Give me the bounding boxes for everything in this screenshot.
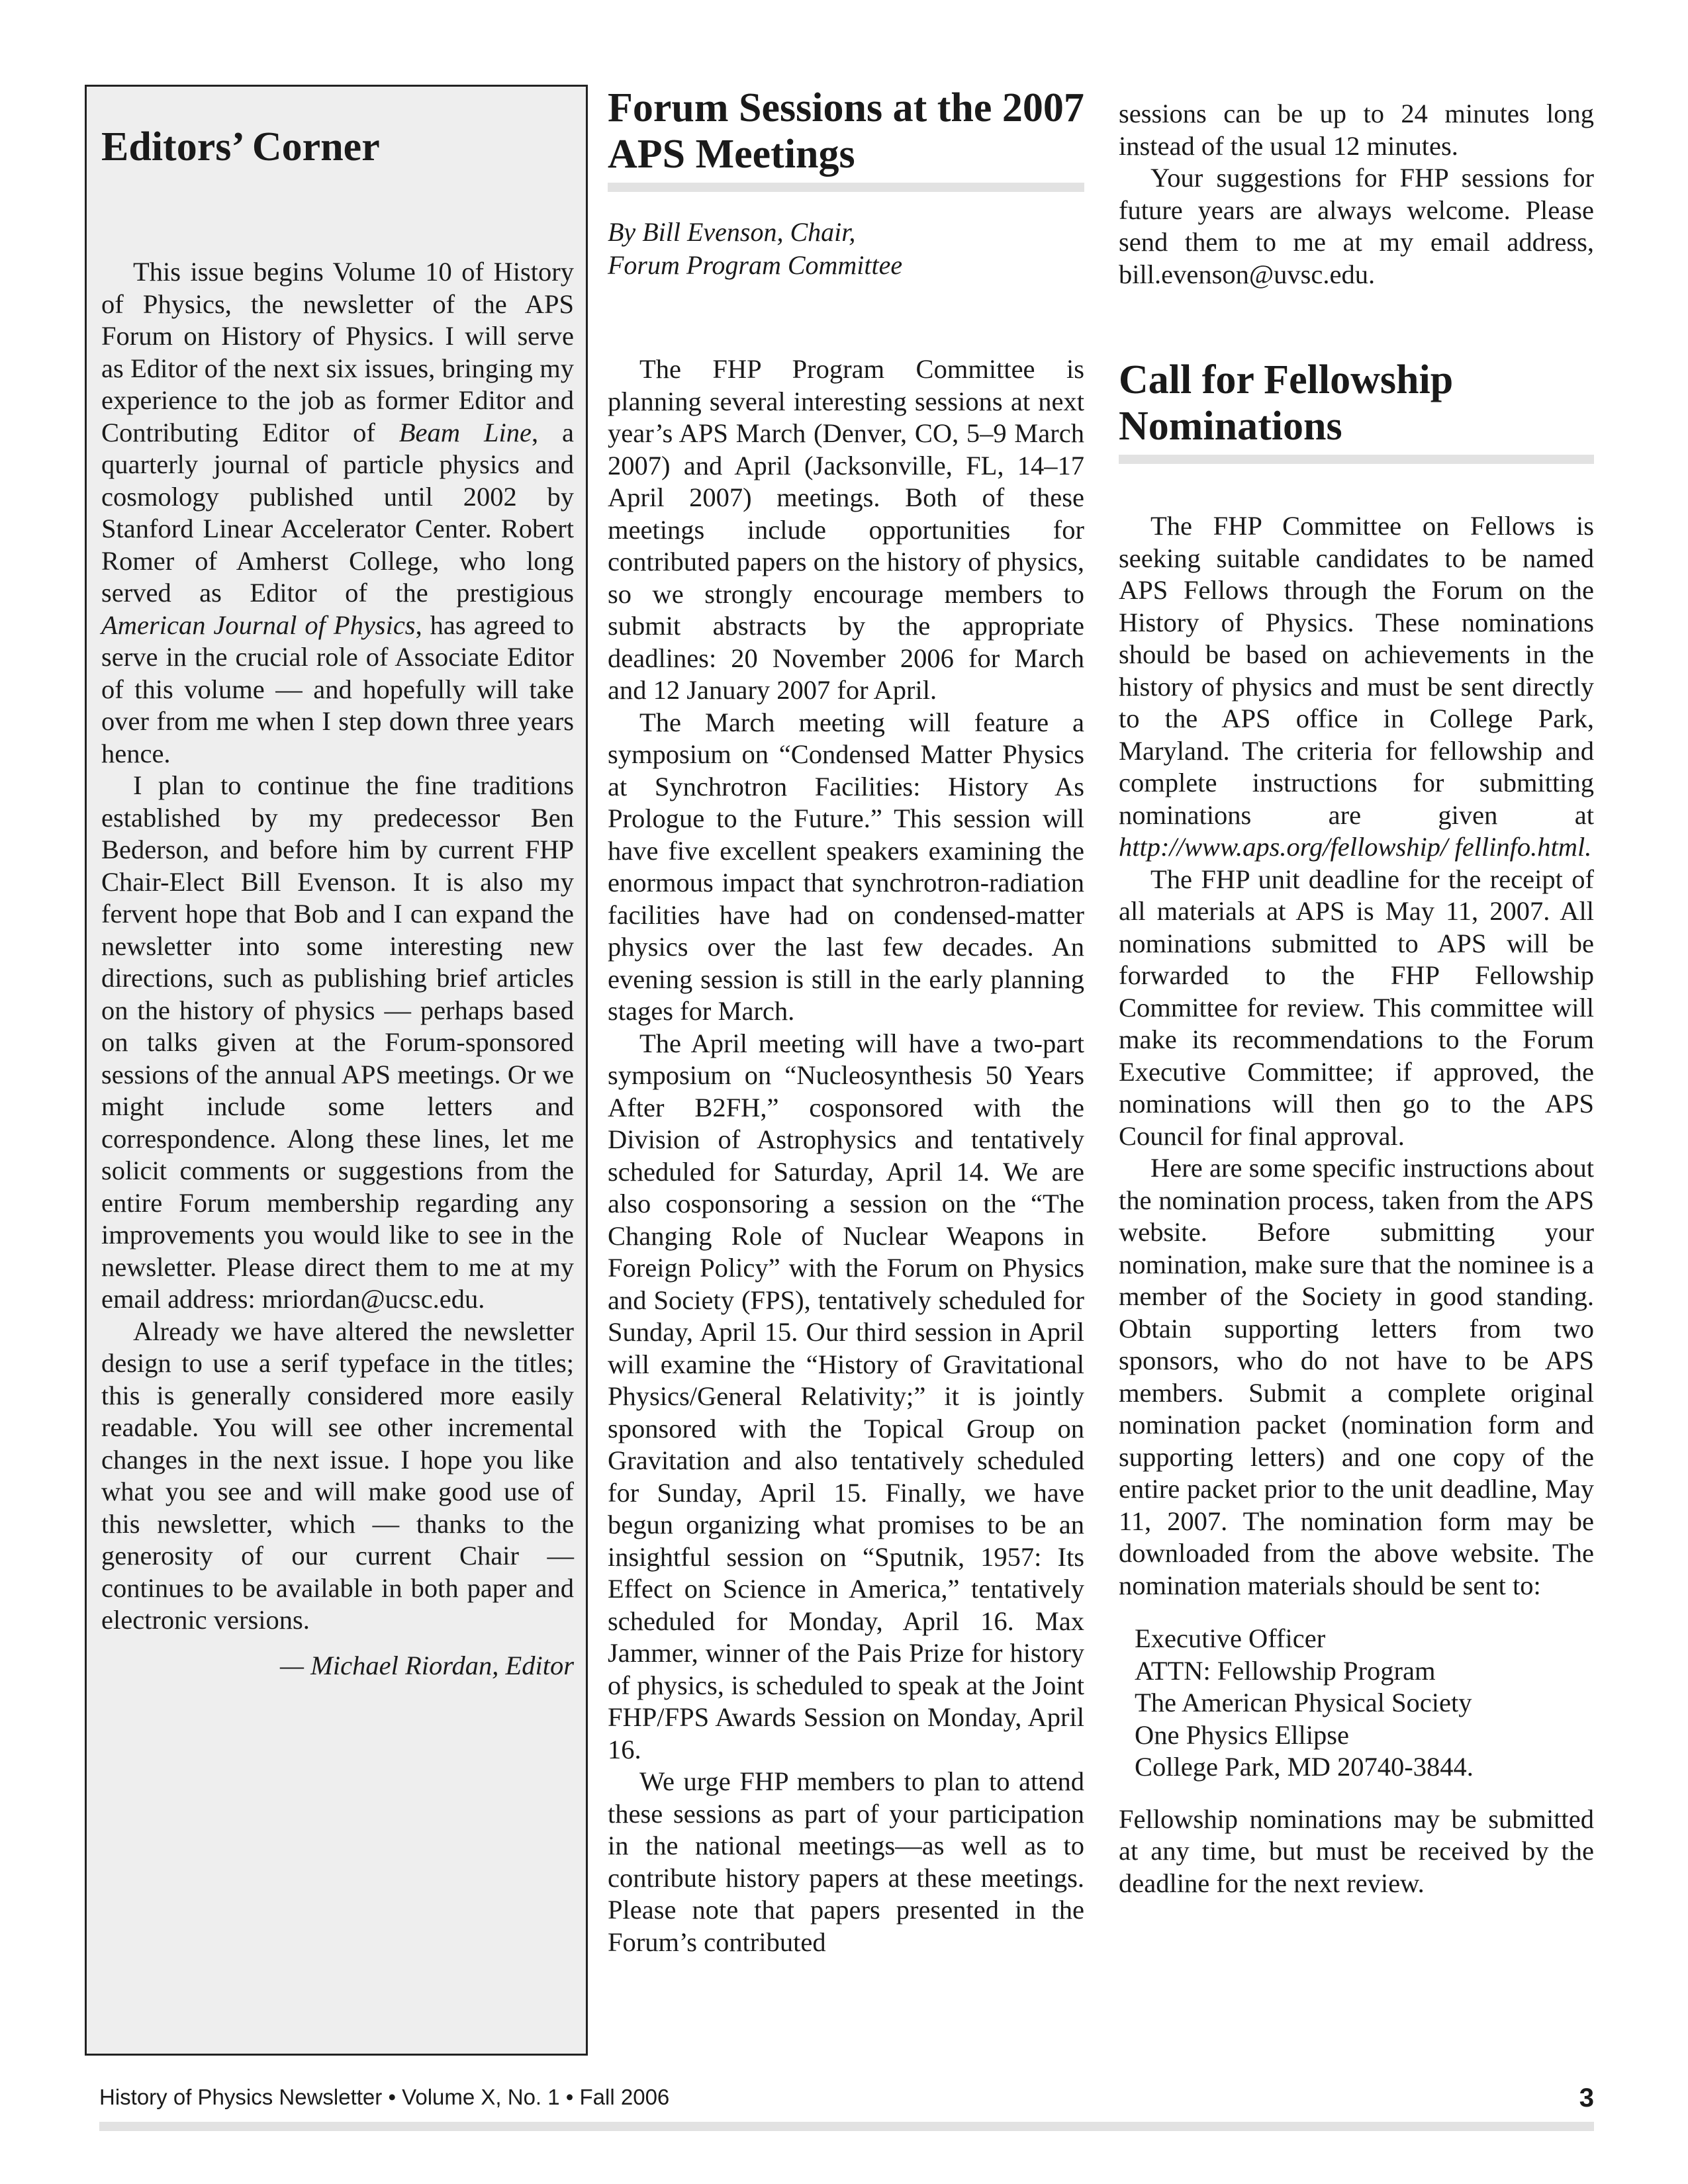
editors-corner-title: Editors’ Corner — [101, 124, 380, 169]
forum-sessions-article — [608, 85, 1084, 1958]
fellowship-title: Call for Fellowship Nominations — [1119, 357, 1454, 449]
fellowship-url-cont[interactable]: fellinfo.html. — [1454, 832, 1592, 862]
title-rule — [608, 183, 1084, 192]
editor-signature: — Michael Riordan, Editor — [280, 1650, 574, 1680]
footer-rule — [99, 2122, 1594, 2131]
fellowship-heading — [1119, 357, 1594, 464]
byline-committee: Forum Program Committee — [608, 250, 903, 280]
publication-info: History of Physics Newsletter • Volume X, No. 1 • Fall 2006 — [99, 2085, 670, 2109]
paragraph: The FHP Program Committee is planning several interesting sessions at next year’s APS March (Denver, CO, 5–9 March 2007) and April (Jacksonville, FL, 14–17 April 2007) meetings. Both of these meetings include opportunities for contributed papers on the history of physics, so we strongly encourage members to submit abstracts by the appropriate deadlines: 20 November 2006 for March and 12 January 2007 for April. — [608, 354, 1084, 705]
paragraph: This issue begins Volume 10 of History of Physics, the newsletter of the APS Forum on History of Physics. I will serve as Editor of the next six issues, bringing my experience to the job as former Editor and Contributing Editor of Beam Line, a quarterly journal of particle physics and cosmology published until 2002 by Stanford Linear Accelerator Center. Robert Romer of Amherst College, who long served as Editor of the prestigious American Journal of Physics, has agreed to serve in the crucial role of Associate Editor of this volume — and hopefully will take over from me when I step down three years hence. — [101, 257, 574, 768]
address-line: College Park, MD 20740-3844. — [1135, 1752, 1474, 1782]
byline — [608, 216, 1084, 282]
paragraph: Here are some specific instructions about the nomination process, taken from the APS website. Before submitting your nomination, make sure that the nominee is a member of the Society in good standing. Obtain supporting letters from two sponsors, who do not have to be APS members. Submit a complete original nomination packet (nomination form and supporting letters) and one copy of the entire packet prior to the unit deadline, May 11, 2007. The nomination form may be downloaded from the above website. The nomination materials should be sent to: — [1119, 1153, 1594, 1600]
forum-sessions-continued — [1119, 98, 1594, 291]
address-line: The American Physical Society — [1135, 1688, 1472, 1717]
byline-author: By Bill Evenson, Chair, — [608, 217, 856, 247]
paragraph: sessions can be up to 24 minutes long instead of the usual 12 minutes. — [1119, 99, 1594, 161]
forum-sessions-title: Forum Sessions at the 2007 APS Meetings — [608, 85, 1084, 177]
forum-sessions-body — [608, 353, 1084, 1958]
paragraph: Already we have altered the newsletter design to use a serif typeface in the titles; this is generally considered more easily readable. You will see other incremental changes in the next issue. I hope you like what you see and will make good use of this newsletter, which — thanks to the generosity of our current Chair — continues to be available in both paper and electronic versions. — [101, 1316, 574, 1635]
paragraph: The FHP Committee on Fellows is seeking suitable candidates to be named APS Fellows through the Forum on the History of Physics. These nominations should be based on achievements in the history of physics and must be sent directly to the APS office in College Park, Maryland. The criteria for fellowship and complete instructions for submitting nominations are given at http://www.aps.org/fellowship/ fellinfo.html. — [1119, 511, 1594, 862]
paragraph: The FHP unit deadline for the receipt of all materials at APS is May 11, 2007. All nominations submitted to APS will be forwarded to the FHP Fellowship Committee for review. This committee will make its recommendations to the Forum Executive Committee; if approved, the nominations will then go to the APS Council for final approval. — [1119, 864, 1594, 1151]
fellowship-closing — [1119, 1803, 1594, 1900]
paragraph: We urge FHP members to plan to attend these sessions as part of your participation in the national meetings—as well as to contribute history papers at these meetings. Please note that papers presented in the Forum’s contributed — [608, 1766, 1084, 1957]
fellowship-url[interactable]: http://www.aps.org/fellowship/ — [1119, 832, 1448, 862]
paragraph: The March meeting will feature a symposium on “Condensed Matter Physics at Synchrotron Facilities: History As Prologue to the Future.” This session will have five excellent speakers examining the enormous impact that synchrotron-radiation facilities have had on condensed-matter physics over the last few decades. An evening session is still in the early planning stages for March. — [608, 707, 1084, 1026]
page-footer — [99, 2085, 1594, 2111]
paragraph: Fellowship nominations may be submitted at any time, but must be received by the deadline for the next review. — [1119, 1803, 1594, 1898]
page-number: 3 — [1579, 2083, 1594, 2113]
editors-corner-box — [85, 85, 588, 2056]
address-line: One Physics Ellipse — [1135, 1719, 1349, 1750]
fellowship-body — [1119, 510, 1594, 1602]
address-line: Executive Officer — [1135, 1623, 1326, 1653]
mailing-address — [1135, 1623, 1594, 1784]
right-column — [1119, 98, 1594, 1899]
paragraph: I plan to continue the fine traditions established by my predecessor Ben Bederson, and before him by current FHP Chair-Elect Bill Evenson. It is also my fervent hope that Bob and I can expand the newsletter into some interesting new directions, such as publishing brief articles on the history of physics — perhaps based on talks given at the Forum-sponsored sessions of the annual APS meetings. Or we might include some letters and correspondence. Along these lines, let me solicit comments or suggestions from the entire Forum membership regarding any improvements you would like to see in the newsletter. Please direct them to me at my email address: mriordan@ucsc.edu. — [101, 770, 574, 1314]
address-line: ATTN: Fellowship Program — [1135, 1655, 1436, 1686]
paragraph: The April meeting will have a two-part symposium on “Nucleosynthesis 50 Years After B2FH,” cosponsored with the Division of Astrophysics and tentatively scheduled for Saturday, April 14. We are also cosponsoring a session on the “The Changing Role of Nuclear Weapons in Foreign Policy” with the Forum on Physics and Society (FPS), tentatively scheduled for Sunday, April 15. Our third session in April will examine the “History of Gravitational Physics/General Relativity;” it is jointly sponsored with the Topical Group on Gravitation and also tentatively scheduled for Sunday, April 15. Finally, we have begun organizing what promises to be an insightful session on “Sputnik, 1957: Its Effect on Science in America,” tentatively scheduled for Monday, April 16. Max Jammer, winner of the Pais Prize for history of physics, is scheduled to speak at the Joint FHP/FPS Awards Session on Monday, April 16. — [608, 1028, 1084, 1764]
editors-corner-body — [101, 256, 574, 1682]
paragraph: Your suggestions for FHP sessions for future years are always welcome. Please send them to me at my email address, bill.evenson@uvsc.edu. — [1119, 163, 1594, 289]
title-rule — [1119, 455, 1594, 464]
